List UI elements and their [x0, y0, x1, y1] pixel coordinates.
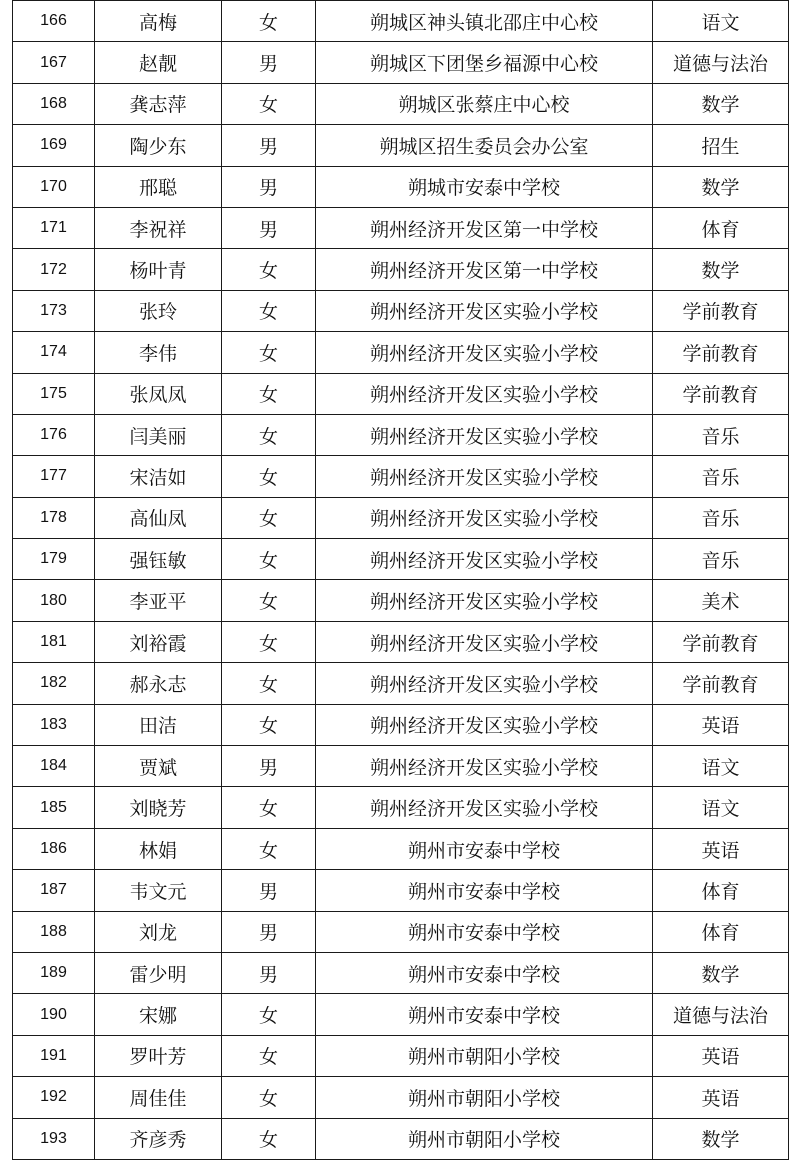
school-cell: 朔城区张蔡庄中心校 — [316, 83, 653, 124]
table-row — [13, 621, 789, 662]
subject-cell: 数学 — [653, 249, 789, 290]
name-cell: 强钰敏 — [95, 539, 222, 580]
row-number-cell: 189 — [13, 952, 95, 993]
table-row — [13, 456, 789, 497]
school-cell: 朔州经济开发区实验小学校 — [316, 373, 653, 414]
subject-cell: 美术 — [653, 580, 789, 621]
school-cell: 朔州经济开发区实验小学校 — [316, 497, 653, 538]
school-cell: 朔州经济开发区第一中学校 — [316, 207, 653, 248]
table-row — [13, 1, 789, 42]
table-row — [13, 828, 789, 869]
row-number-cell: 186 — [13, 828, 95, 869]
name-cell: 刘晓芳 — [95, 787, 222, 828]
row-number-cell: 173 — [13, 290, 95, 331]
subject-cell: 英语 — [653, 828, 789, 869]
gender-cell: 女 — [222, 1118, 316, 1159]
gender-cell: 女 — [222, 828, 316, 869]
gender-cell: 男 — [222, 952, 316, 993]
table-row — [13, 1118, 789, 1159]
name-cell: 张凤凤 — [95, 373, 222, 414]
gender-cell: 女 — [222, 1077, 316, 1118]
row-number-cell: 180 — [13, 580, 95, 621]
table-row — [13, 870, 789, 911]
school-cell: 朔州市安泰中学校 — [316, 911, 653, 952]
subject-cell: 语文 — [653, 787, 789, 828]
subject-cell: 道德与法治 — [653, 994, 789, 1035]
name-cell: 林娟 — [95, 828, 222, 869]
name-cell: 雷少明 — [95, 952, 222, 993]
name-cell: 杨叶青 — [95, 249, 222, 290]
subject-cell: 音乐 — [653, 497, 789, 538]
gender-cell: 男 — [222, 125, 316, 166]
subject-cell: 体育 — [653, 911, 789, 952]
school-cell: 朔州经济开发区实验小学校 — [316, 580, 653, 621]
table-row — [13, 249, 789, 290]
name-cell: 李伟 — [95, 332, 222, 373]
subject-cell: 音乐 — [653, 539, 789, 580]
name-cell: 齐彦秀 — [95, 1118, 222, 1159]
name-cell: 李亚平 — [95, 580, 222, 621]
roster-table-body — [13, 1, 789, 1160]
name-cell: 李祝祥 — [95, 207, 222, 248]
school-cell: 朔城市安泰中学校 — [316, 166, 653, 207]
row-number-cell: 182 — [13, 663, 95, 704]
gender-cell: 男 — [222, 911, 316, 952]
roster-table — [12, 0, 789, 1160]
row-number-cell: 181 — [13, 621, 95, 662]
row-number-cell: 177 — [13, 456, 95, 497]
row-number-cell: 188 — [13, 911, 95, 952]
subject-cell: 语文 — [653, 1, 789, 42]
row-number-cell: 174 — [13, 332, 95, 373]
school-cell: 朔州市安泰中学校 — [316, 828, 653, 869]
row-number-cell: 170 — [13, 166, 95, 207]
table-row — [13, 373, 789, 414]
gender-cell: 女 — [222, 1, 316, 42]
school-cell: 朔城区神头镇北邵庄中心校 — [316, 1, 653, 42]
subject-cell: 招生 — [653, 125, 789, 166]
name-cell: 罗叶芳 — [95, 1035, 222, 1076]
gender-cell: 男 — [222, 42, 316, 83]
school-cell: 朔州经济开发区实验小学校 — [316, 621, 653, 662]
subject-cell: 数学 — [653, 166, 789, 207]
row-number-cell: 167 — [13, 42, 95, 83]
gender-cell: 女 — [222, 456, 316, 497]
subject-cell: 数学 — [653, 1118, 789, 1159]
school-cell: 朔州经济开发区实验小学校 — [316, 539, 653, 580]
school-cell: 朔州市安泰中学校 — [316, 994, 653, 1035]
table-row — [13, 290, 789, 331]
school-cell: 朔州经济开发区实验小学校 — [316, 332, 653, 373]
gender-cell: 女 — [222, 1035, 316, 1076]
school-cell: 朔州市朝阳小学校 — [316, 1077, 653, 1118]
gender-cell: 女 — [222, 663, 316, 704]
table-row — [13, 207, 789, 248]
table-row — [13, 1077, 789, 1118]
subject-cell: 体育 — [653, 870, 789, 911]
table-row — [13, 911, 789, 952]
row-number-cell: 183 — [13, 704, 95, 745]
name-cell: 闫美丽 — [95, 414, 222, 455]
school-cell: 朔州经济开发区实验小学校 — [316, 290, 653, 331]
gender-cell: 女 — [222, 290, 316, 331]
subject-cell: 数学 — [653, 83, 789, 124]
table-row — [13, 125, 789, 166]
subject-cell: 数学 — [653, 952, 789, 993]
gender-cell: 女 — [222, 539, 316, 580]
table-row — [13, 787, 789, 828]
gender-cell: 女 — [222, 497, 316, 538]
school-cell: 朔州市安泰中学校 — [316, 952, 653, 993]
gender-cell: 女 — [222, 83, 316, 124]
gender-cell: 男 — [222, 870, 316, 911]
row-number-cell: 191 — [13, 1035, 95, 1076]
row-number-cell: 193 — [13, 1118, 95, 1159]
subject-cell: 学前教育 — [653, 332, 789, 373]
row-number-cell: 168 — [13, 83, 95, 124]
name-cell: 宋娜 — [95, 994, 222, 1035]
table-row — [13, 497, 789, 538]
school-cell: 朔州经济开发区实验小学校 — [316, 787, 653, 828]
table-row — [13, 663, 789, 704]
row-number-cell: 172 — [13, 249, 95, 290]
subject-cell: 道德与法治 — [653, 42, 789, 83]
subject-cell: 学前教育 — [653, 373, 789, 414]
row-number-cell: 169 — [13, 125, 95, 166]
table-row — [13, 1035, 789, 1076]
table-row — [13, 414, 789, 455]
table-row — [13, 746, 789, 787]
table-row — [13, 83, 789, 124]
name-cell: 赵靓 — [95, 42, 222, 83]
name-cell: 田洁 — [95, 704, 222, 745]
name-cell: 高梅 — [95, 1, 222, 42]
name-cell: 邢聪 — [95, 166, 222, 207]
gender-cell: 女 — [222, 704, 316, 745]
subject-cell: 体育 — [653, 207, 789, 248]
name-cell: 高仙凤 — [95, 497, 222, 538]
school-cell: 朔州经济开发区第一中学校 — [316, 249, 653, 290]
name-cell: 陶少东 — [95, 125, 222, 166]
table-row — [13, 166, 789, 207]
name-cell: 龚志萍 — [95, 83, 222, 124]
gender-cell: 男 — [222, 166, 316, 207]
name-cell: 宋洁如 — [95, 456, 222, 497]
school-cell: 朔州经济开发区实验小学校 — [316, 414, 653, 455]
row-number-cell: 184 — [13, 746, 95, 787]
row-number-cell: 185 — [13, 787, 95, 828]
row-number-cell: 171 — [13, 207, 95, 248]
gender-cell: 女 — [222, 787, 316, 828]
row-number-cell: 175 — [13, 373, 95, 414]
row-number-cell: 176 — [13, 414, 95, 455]
name-cell: 刘龙 — [95, 911, 222, 952]
gender-cell: 男 — [222, 746, 316, 787]
subject-cell: 音乐 — [653, 456, 789, 497]
subject-cell: 音乐 — [653, 414, 789, 455]
name-cell: 韦文元 — [95, 870, 222, 911]
subject-cell: 英语 — [653, 704, 789, 745]
subject-cell: 学前教育 — [653, 290, 789, 331]
school-cell: 朔州经济开发区实验小学校 — [316, 663, 653, 704]
gender-cell: 男 — [222, 207, 316, 248]
table-row — [13, 539, 789, 580]
row-number-cell: 190 — [13, 994, 95, 1035]
table-row — [13, 704, 789, 745]
school-cell: 朔州经济开发区实验小学校 — [316, 704, 653, 745]
school-cell: 朔城区下团堡乡福源中心校 — [316, 42, 653, 83]
school-cell: 朔州市朝阳小学校 — [316, 1118, 653, 1159]
school-cell: 朔州市朝阳小学校 — [316, 1035, 653, 1076]
table-row — [13, 994, 789, 1035]
gender-cell: 女 — [222, 580, 316, 621]
table-row — [13, 332, 789, 373]
gender-cell: 女 — [222, 249, 316, 290]
table-row — [13, 952, 789, 993]
name-cell: 张玲 — [95, 290, 222, 331]
name-cell: 郝永志 — [95, 663, 222, 704]
row-number-cell: 179 — [13, 539, 95, 580]
school-cell: 朔州经济开发区实验小学校 — [316, 746, 653, 787]
gender-cell: 女 — [222, 621, 316, 662]
school-cell: 朔州市安泰中学校 — [316, 870, 653, 911]
table-row — [13, 42, 789, 83]
gender-cell: 女 — [222, 332, 316, 373]
gender-cell: 女 — [222, 373, 316, 414]
row-number-cell: 192 — [13, 1077, 95, 1118]
row-number-cell: 166 — [13, 1, 95, 42]
name-cell: 周佳佳 — [95, 1077, 222, 1118]
table-row — [13, 580, 789, 621]
name-cell: 刘裕霞 — [95, 621, 222, 662]
gender-cell: 女 — [222, 994, 316, 1035]
subject-cell: 英语 — [653, 1077, 789, 1118]
gender-cell: 女 — [222, 414, 316, 455]
school-cell: 朔城区招生委员会办公室 — [316, 125, 653, 166]
subject-cell: 学前教育 — [653, 621, 789, 662]
row-number-cell: 178 — [13, 497, 95, 538]
subject-cell: 英语 — [653, 1035, 789, 1076]
subject-cell: 语文 — [653, 746, 789, 787]
name-cell: 贾斌 — [95, 746, 222, 787]
row-number-cell: 187 — [13, 870, 95, 911]
school-cell: 朔州经济开发区实验小学校 — [316, 456, 653, 497]
subject-cell: 学前教育 — [653, 663, 789, 704]
